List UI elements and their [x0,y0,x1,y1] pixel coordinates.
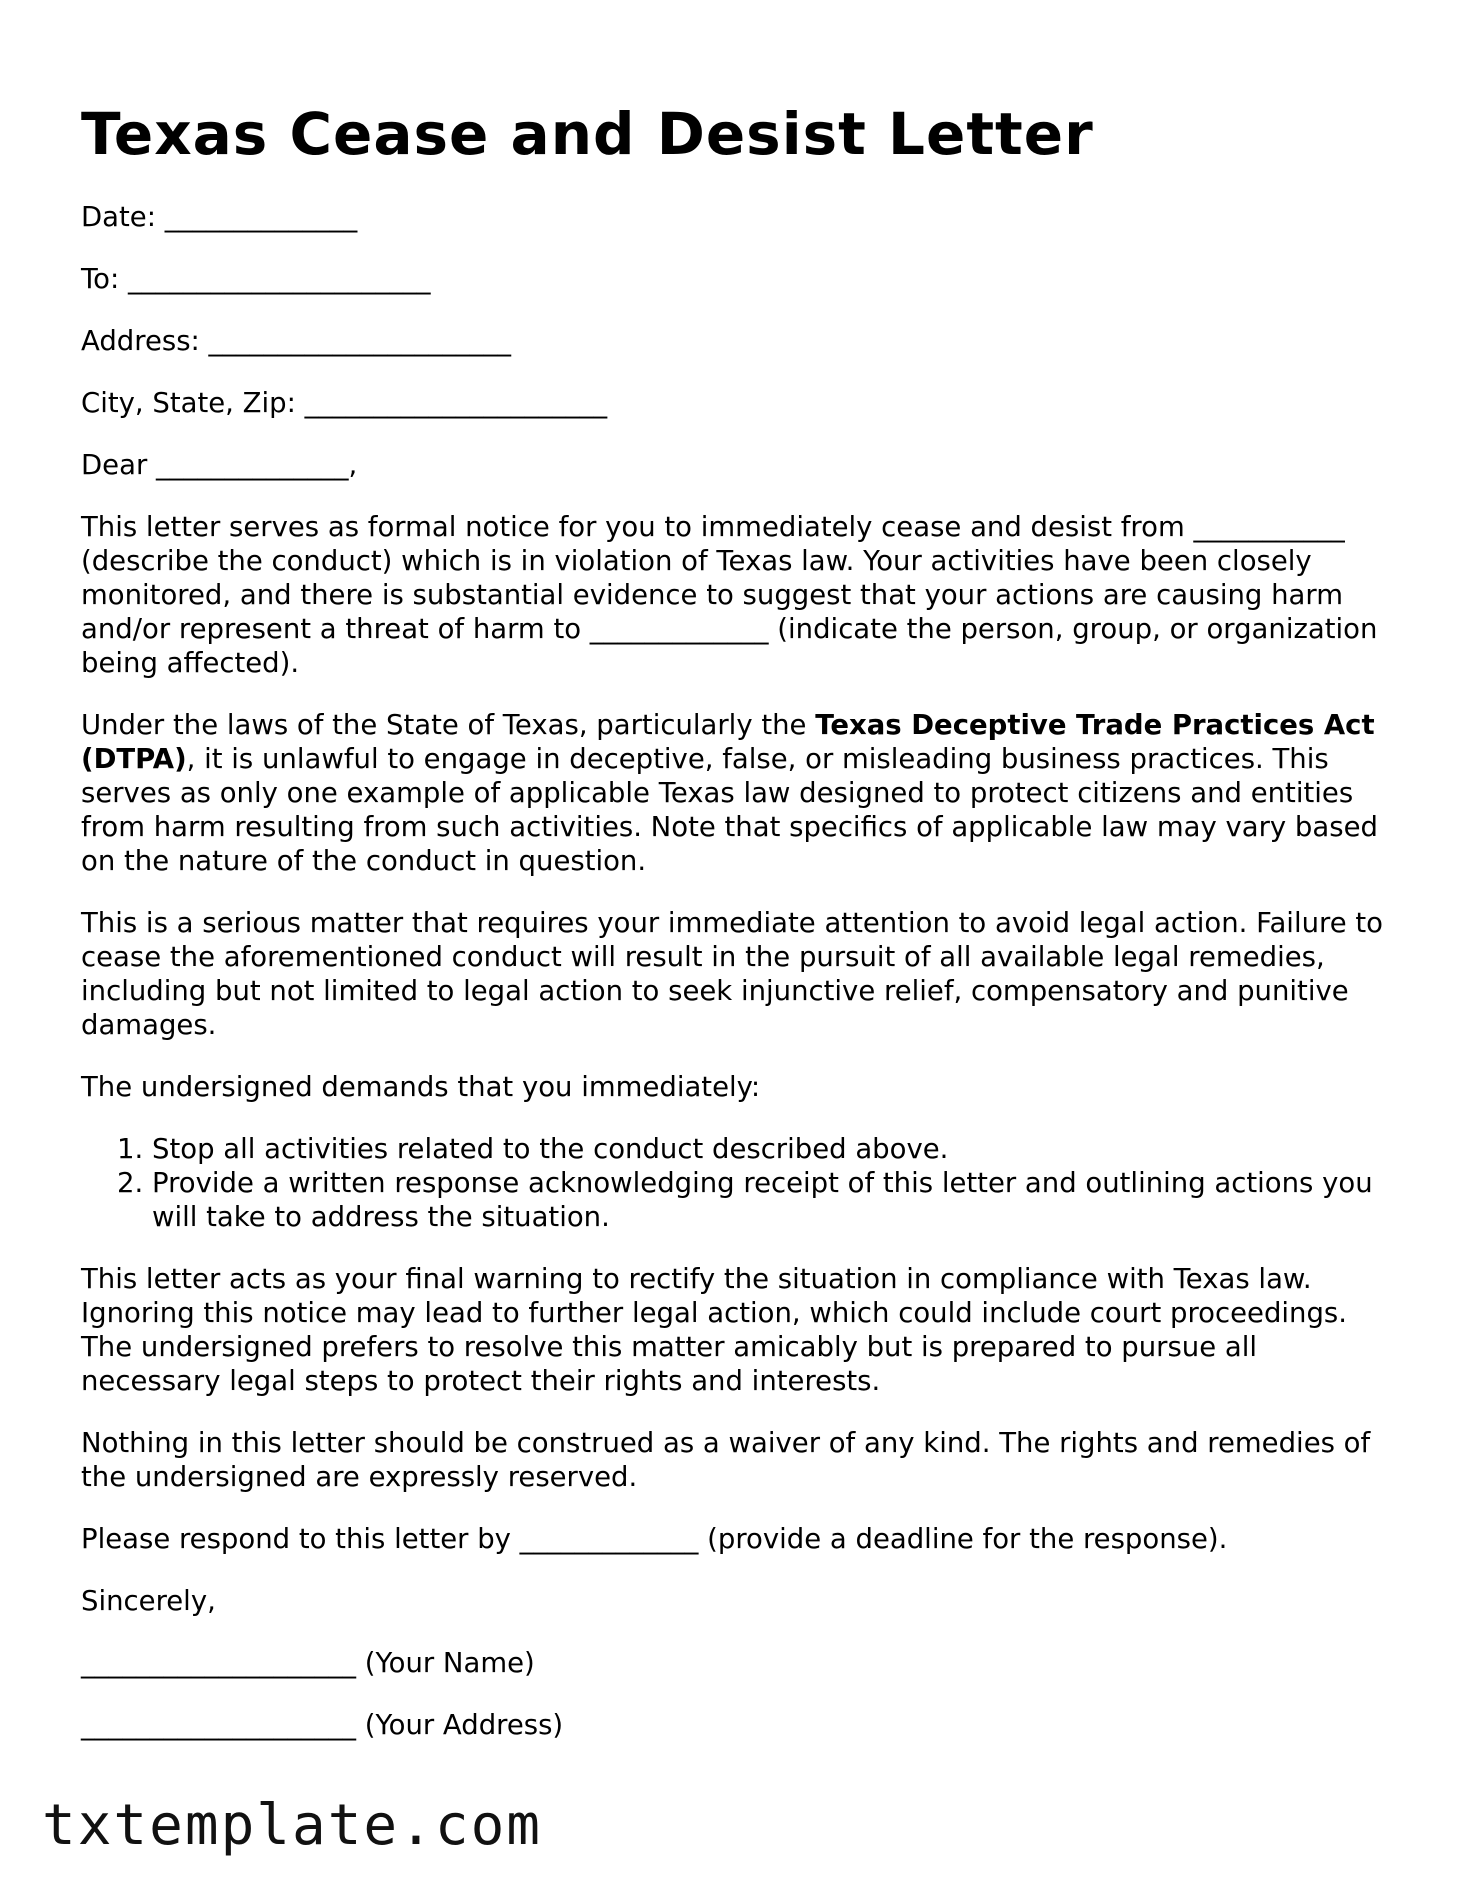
demands-list [81,1132,1401,1234]
list-item: 1. Stop all activities related to the conduct described above. [152,1132,1401,1166]
signature-name-line: ____________________ (Your Name) [81,1646,535,1679]
paragraph-demands-intro: The undersigned demands that you immediately: [81,1070,761,1103]
city-state-zip-field: City, State, Zip: ______________________ [81,386,608,419]
law-text-before: Under the laws of the State of Texas, particularly the [81,708,816,741]
page-title: Texas Cease and Desist Letter [81,100,1094,168]
paragraph-notice: This letter serves as formal notice for you to immediately cease and desist from ___________ (describe the conduct) which is in violation of Texas law. Your activities have been closely monitored, and there is substantial evidence to suggest that your actions are causing harm and/or represent a threat of harm to _____________ (indicate the person, group, or organization being affected). [81,510,1378,679]
address-field: Address: ______________________ [81,324,512,357]
paragraph-law [81,708,1401,878]
date-field: Date: ______________ [81,200,358,233]
salutation: Dear ______________, [81,448,358,481]
watermark-logo: txtemplate.com [42,1793,543,1858]
paragraph-serious-matter: This is a serious matter that requires your immediate attention to avoid legal action. Failure to cease the aforementioned conduct will result in the pursuit of all available legal remedies, including but not limited to legal action to seek injunctive relief, compensatory and punitive damages. [81,906,1383,1041]
paragraph-final-warning: This letter acts as your final warning to rectify the situation in compliance with Texas law. Ignoring this notice may lead to further legal action, which could include court proceedings. The undersigned prefers to resolve this matter amicably but is prepared to pursue all necessary legal steps to protect their rights and interests. [81,1262,1347,1397]
to-field: To: ______________________ [81,262,431,295]
paragraph-waiver: Nothing in this letter should be construed as a waiver of any kind. The rights and remedies of the undersigned are expressly reserved. [81,1426,1371,1493]
law-text-after: , it is unlawful to engage in deceptive, false, or misleading business practices. This serves as only one example of applicable Texas law designed to protect citizens and entities from harm resulting from such activities. Note that specifics of applicable law may vary based on the nature of the conduct in question. [81,742,1378,877]
closing: Sincerely, [81,1584,216,1617]
letter-page [81,100,1401,1770]
list-item: 2. Provide a written response acknowledging receipt of this letter and outlining actions you will take to address the situation. [152,1166,1401,1234]
dtpa-bold: Texas Deceptive Trade Practices Act (DTPA) [81,708,1375,775]
signature-address-line: ____________________ (Your Address) [81,1708,564,1741]
paragraph-deadline: Please respond to this letter by _____________ (provide a deadline for the response). [81,1522,1228,1555]
